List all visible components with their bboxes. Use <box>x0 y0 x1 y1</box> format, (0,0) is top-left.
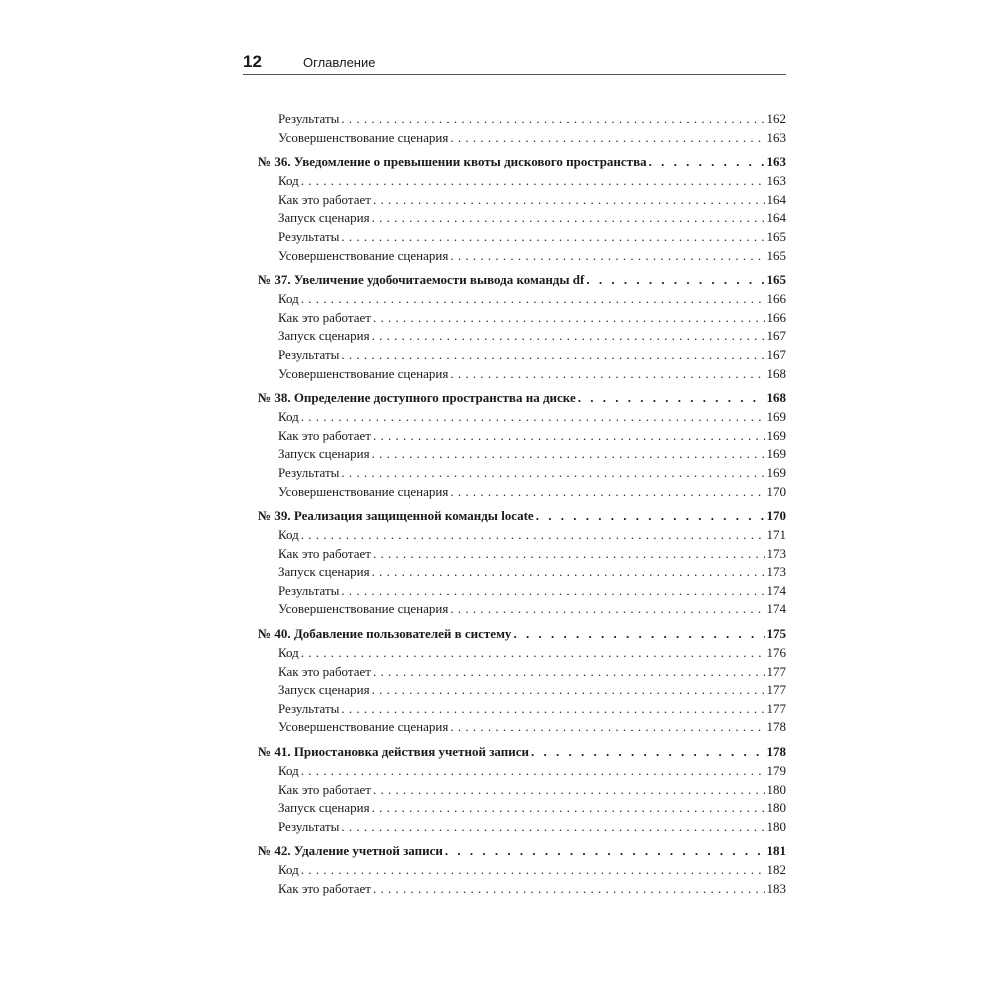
toc-chapter-entry <box>258 270 786 290</box>
toc-section-entry <box>258 110 786 129</box>
toc-page-number: 169 <box>766 427 786 443</box>
dot-leader <box>373 427 765 446</box>
page-number: 12 <box>243 52 262 71</box>
toc-page-number: 167 <box>766 346 786 362</box>
toc-page-number: 178 <box>766 744 786 760</box>
dot-leader <box>372 445 765 464</box>
toc-page-number: 181 <box>766 843 786 859</box>
toc-section-title: Код <box>278 291 299 307</box>
toc-chapter-entry <box>258 506 786 526</box>
toc-section-title: Запуск сценария <box>278 446 370 462</box>
toc-page-number: 163 <box>766 173 786 189</box>
toc-chapter-title: № 36. Уведомление о превышении квоты дискового пространства <box>258 154 647 170</box>
toc-section-entry <box>258 880 786 899</box>
toc-page-number: 178 <box>766 719 786 735</box>
toc-section-entry <box>258 700 786 719</box>
toc-page-number: 170 <box>766 483 786 499</box>
toc-page-number: 182 <box>766 862 786 878</box>
toc-section-title: Код <box>278 645 299 661</box>
toc-chapter-entry <box>258 841 786 861</box>
toc-page-number: 169 <box>766 409 786 425</box>
toc-section-title: Код <box>278 173 299 189</box>
toc-section-entry <box>258 718 786 737</box>
toc-section-entry <box>258 346 786 365</box>
toc-page-number: 175 <box>766 626 786 642</box>
toc-page-number: 164 <box>766 210 786 226</box>
toc-chapter-entry <box>258 624 786 644</box>
toc-section-title: Как это работает <box>278 881 371 896</box>
toc-page-number: 180 <box>766 781 786 797</box>
toc-section-title: Результаты <box>278 818 340 834</box>
toc-section-entry <box>258 681 786 700</box>
toc-chapter-title: № 39. Реализация защищенной команды locate <box>258 508 534 524</box>
toc-section-title: Усовершенствование сценария <box>278 129 449 145</box>
dot-leader <box>450 483 764 502</box>
dot-leader <box>531 742 765 762</box>
toc-section-entry <box>258 247 786 266</box>
toc-section-title: Как это работает <box>278 309 371 325</box>
dot-leader <box>341 110 764 129</box>
toc-page-number: 171 <box>766 527 786 543</box>
toc-section-title: Результаты <box>278 700 340 716</box>
toc-section-entry <box>258 191 786 210</box>
toc-page-number: 168 <box>766 390 786 406</box>
toc-section-entry <box>258 172 786 191</box>
toc-page-number: 169 <box>766 446 786 462</box>
toc-section-title: Результаты <box>278 582 340 598</box>
toc-page-number: 166 <box>766 309 786 325</box>
toc-page-number: 168 <box>766 365 786 381</box>
dot-leader <box>513 624 764 644</box>
toc-chapter-title: № 40. Добавление пользователей в систему <box>258 626 512 642</box>
dot-leader <box>301 861 765 880</box>
dot-leader <box>373 191 765 210</box>
toc-section-entry <box>258 290 786 309</box>
dot-leader <box>341 582 764 601</box>
toc-section-title: Результаты <box>278 464 340 480</box>
toc-section-title: Усовершенствование сценария <box>278 247 449 263</box>
toc-chapter-title: № 41. Приостановка действия учетной записи <box>258 744 529 760</box>
toc-section-entry <box>258 563 786 582</box>
toc-section-title: Усовершенствование сценария <box>278 719 449 735</box>
dot-leader <box>450 600 764 619</box>
toc-page-number: 174 <box>766 582 786 598</box>
toc-page-number: 180 <box>766 800 786 816</box>
toc-section-entry <box>258 129 786 148</box>
dot-leader <box>372 209 765 228</box>
table-of-contents <box>258 110 786 899</box>
toc-section-entry <box>258 483 786 502</box>
toc-section-entry <box>258 228 786 247</box>
toc-page-number: 183 <box>766 881 786 896</box>
toc-page-number: 162 <box>766 111 786 126</box>
dot-leader <box>373 545 765 564</box>
toc-chapter-title: № 42. Удаление учетной записи <box>258 843 443 859</box>
dot-leader <box>450 247 764 266</box>
toc-chapter-title: № 37. Увеличение удобочитаемости вывода команды df <box>258 272 585 288</box>
toc-section-entry <box>258 663 786 682</box>
toc-section-title: Результаты <box>278 346 340 362</box>
toc-section-title: Как это работает <box>278 663 371 679</box>
toc-section-entry <box>258 818 786 837</box>
toc-page-number: 176 <box>766 645 786 661</box>
toc-section-title: Код <box>278 409 299 425</box>
toc-section-title: Запуск сценария <box>278 682 370 698</box>
dot-leader <box>301 172 765 191</box>
toc-page-number: 177 <box>766 663 786 679</box>
toc-chapter-entry <box>258 152 786 172</box>
dot-leader <box>450 129 764 148</box>
dot-leader <box>341 346 764 365</box>
toc-section-entry <box>258 762 786 781</box>
toc-page-number: 165 <box>766 272 786 288</box>
toc-page-number: 169 <box>766 464 786 480</box>
dot-leader <box>341 818 764 837</box>
dot-leader <box>341 464 764 483</box>
toc-page-number: 164 <box>766 191 786 207</box>
dot-leader <box>373 781 765 800</box>
toc-page-number: 174 <box>766 601 786 617</box>
toc-page-number: 166 <box>766 291 786 307</box>
dot-leader <box>649 152 765 172</box>
toc-page-number: 167 <box>766 328 786 344</box>
toc-page-number: 180 <box>766 818 786 834</box>
toc-page-number: 177 <box>766 682 786 698</box>
running-header <box>243 50 786 75</box>
toc-section-entry <box>258 781 786 800</box>
toc-section-title: Как это работает <box>278 191 371 207</box>
dot-leader <box>341 700 764 719</box>
toc-section-entry <box>258 582 786 601</box>
toc-page-number: 163 <box>766 129 786 145</box>
toc-section-title: Запуск сценария <box>278 800 370 816</box>
toc-chapter-title: № 38. Определение доступного пространства на диске <box>258 390 576 406</box>
toc-page-number: 179 <box>766 763 786 779</box>
running-title: Оглавление <box>303 55 376 70</box>
dot-leader <box>373 663 765 682</box>
toc-section-title: Запуск сценария <box>278 328 370 344</box>
toc-section-title: Как это работает <box>278 545 371 561</box>
dot-leader <box>372 681 765 700</box>
dot-leader <box>578 388 765 408</box>
toc-page-number: 165 <box>766 228 786 244</box>
dot-leader <box>301 408 765 427</box>
dot-leader <box>586 270 764 290</box>
toc-section-entry <box>258 445 786 464</box>
dot-leader <box>301 526 765 545</box>
toc-section-entry <box>258 526 786 545</box>
toc-section-entry <box>258 545 786 564</box>
toc-section-entry <box>258 309 786 328</box>
toc-section-title: Усовершенствование сценария <box>278 601 449 617</box>
toc-section-entry <box>258 861 786 880</box>
toc-page-number: 173 <box>766 564 786 580</box>
toc-section-entry <box>258 427 786 446</box>
toc-section-entry <box>258 327 786 346</box>
toc-page-number: 163 <box>766 154 786 170</box>
toc-section-entry <box>258 799 786 818</box>
toc-section-title: Результаты <box>278 228 340 244</box>
dot-leader <box>341 228 764 247</box>
toc-section-title: Как это работает <box>278 781 371 797</box>
toc-section-title: Усовершенствование сценария <box>278 365 449 381</box>
toc-section-entry <box>258 644 786 663</box>
dot-leader <box>536 506 765 526</box>
dot-leader <box>301 290 765 309</box>
toc-section-title: Результаты <box>278 111 340 126</box>
toc-section-entry <box>258 464 786 483</box>
toc-chapter-entry <box>258 742 786 762</box>
toc-page-number: 170 <box>766 508 786 524</box>
toc-section-entry <box>258 365 786 384</box>
toc-section-title: Код <box>278 527 299 543</box>
toc-chapter-entry <box>258 388 786 408</box>
dot-leader <box>372 327 765 346</box>
toc-section-entry <box>258 600 786 619</box>
toc-section-title: Код <box>278 862 299 878</box>
toc-page-number: 165 <box>766 247 786 263</box>
dot-leader <box>373 880 765 899</box>
toc-page-number: 173 <box>766 545 786 561</box>
dot-leader <box>372 799 765 818</box>
dot-leader <box>301 762 765 781</box>
dot-leader <box>450 365 764 384</box>
dot-leader <box>373 309 765 328</box>
toc-section-title: Запуск сценария <box>278 210 370 226</box>
toc-section-title: Усовершенствование сценария <box>278 483 449 499</box>
toc-section-title: Код <box>278 763 299 779</box>
toc-section-title: Запуск сценария <box>278 564 370 580</box>
toc-section-entry <box>258 408 786 427</box>
toc-page-number: 177 <box>766 700 786 716</box>
dot-leader <box>372 563 765 582</box>
dot-leader <box>301 644 765 663</box>
toc-section-entry <box>258 209 786 228</box>
dot-leader <box>450 718 764 737</box>
dot-leader <box>445 841 765 861</box>
toc-section-title: Как это работает <box>278 427 371 443</box>
